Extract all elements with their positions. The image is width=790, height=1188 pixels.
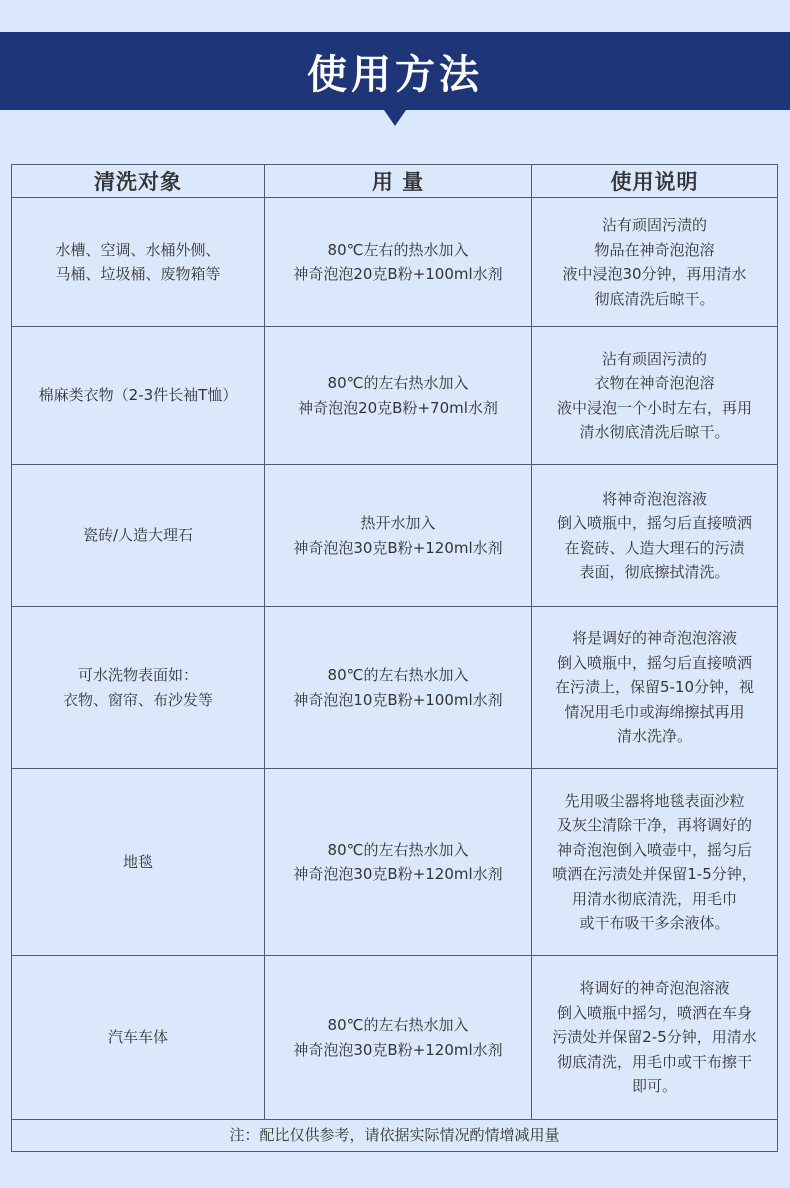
cell-object: 水槽、空调、水桶外侧、 马桶、垃圾桶、废物箱等 xyxy=(12,198,265,327)
cell-dosage: 80℃的左右热水加入 神奇泡泡10克B粉+100ml水剂 xyxy=(265,607,532,769)
cell-instructions: 将神奇泡泡溶液 倒入喷瓶中，摇匀后直接喷洒 在瓷砖、人造大理石的污渍 表面，彻底擦拭清洗。 xyxy=(532,465,778,607)
page-title: 使用方法 xyxy=(307,51,483,98)
table-row xyxy=(12,769,778,956)
column-header-object: 清洗对象 xyxy=(12,165,265,198)
cell-dosage: 80℃的左右热水加入 神奇泡泡30克B粉+120ml水剂 xyxy=(265,769,532,956)
column-header-instructions: 使用说明 xyxy=(532,165,778,198)
cell-object: 瓷砖/人造大理石 xyxy=(12,465,265,607)
cell-instructions: 先用吸尘器将地毯表面沙粒 及灰尘清除干净，再将调好的 神奇泡泡倒入喷壶中，摇匀后 喷洒在污渍处并保留1-5分钟， 用清水彻底清洗，用毛巾 或干布吸干多余液体。 xyxy=(532,769,778,956)
dosage-note: 注：配比仅供参考，请依据实际情况酌情增减用量 xyxy=(12,1120,778,1152)
table-header-row xyxy=(12,165,778,198)
table-row xyxy=(12,198,778,327)
table-row xyxy=(12,607,778,769)
cell-dosage: 80℃左右的热水加入 神奇泡泡20克B粉+100ml水剂 xyxy=(265,198,532,327)
table-row xyxy=(12,465,778,607)
cell-dosage: 80℃的左右热水加入 神奇泡泡30克B粉+120ml水剂 xyxy=(265,956,532,1120)
cell-object: 地毯 xyxy=(12,769,265,956)
cell-object: 棉麻类衣物（2-3件长袖T恤） xyxy=(12,327,265,465)
cell-object: 汽车车体 xyxy=(12,956,265,1120)
cell-instructions: 沾有顽固污渍的 衣物在神奇泡泡溶 液中浸泡一个小时左右，再用 清水彻底清洗后晾干。 xyxy=(532,327,778,465)
banner-pointer xyxy=(384,110,406,126)
column-header-dosage: 用 量 xyxy=(265,165,532,198)
note-row xyxy=(12,1120,778,1152)
table-row xyxy=(12,956,778,1120)
usage-table xyxy=(11,164,778,1152)
cell-instructions: 沾有顽固污渍的 物品在神奇泡泡溶 液中浸泡30分钟，再用清水 彻底清洗后晾干。 xyxy=(532,198,778,327)
table-row xyxy=(12,327,778,465)
title-banner xyxy=(0,32,790,110)
cell-instructions: 将是调好的神奇泡泡溶液 倒入喷瓶中，摇匀后直接喷洒 在污渍上，保留5-10分钟，视 情况用毛巾或海绵擦拭再用 清水洗净。 xyxy=(532,607,778,769)
cell-dosage: 热开水加入 神奇泡泡30克B粉+120ml水剂 xyxy=(265,465,532,607)
cell-object: 可水洗物表面如： 衣物、窗帘、布沙发等 xyxy=(12,607,265,769)
cell-instructions: 将调好的神奇泡泡溶液 倒入喷瓶中摇匀，喷洒在车身 污渍处并保留2-5分钟，用清水 彻底清洗，用毛巾或干布擦干 即可。 xyxy=(532,956,778,1120)
cell-dosage: 80℃的左右热水加入 神奇泡泡20克B粉+70ml水剂 xyxy=(265,327,532,465)
